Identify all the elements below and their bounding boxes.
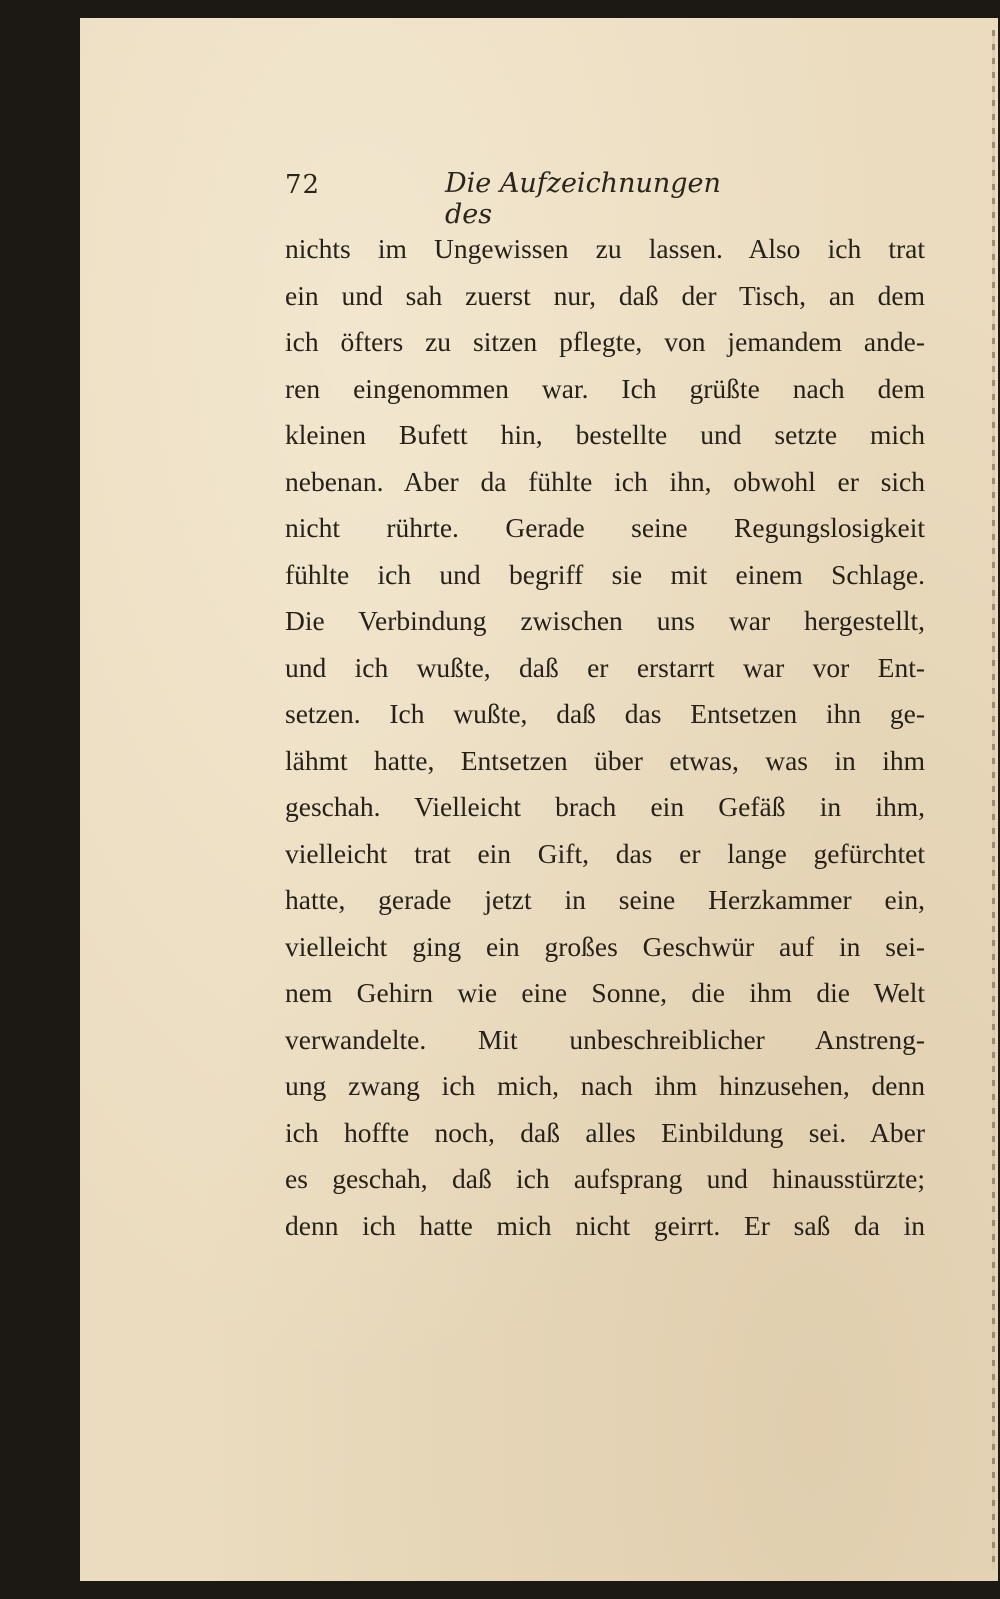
text-line: Die Verbindung zwischen uns war hergestellt,	[285, 605, 925, 636]
text-line: ren eingenommen war. Ich grüßte nach dem	[285, 372, 925, 404]
running-head: Die Aufzeichnungen des	[445, 168, 721, 230]
text-line: und ich wußte, daß er erstarrt war vor Ent-	[285, 651, 925, 683]
body-text	[285, 226, 925, 1249]
text-line: hatte, gerade jetzt in seine Herzkammer ein,	[285, 884, 925, 915]
text-line: ich hoffte noch, daß alles Einbildung sei. Aber	[285, 1116, 925, 1148]
page-number: 72	[285, 170, 321, 200]
text-line: nem Gehirn wie eine Sonne, die ihm die Welt	[285, 977, 925, 1008]
text-line: setzen. Ich wußte, daß das Entsetzen ihn ge-	[285, 698, 925, 729]
text-line: vielleicht ging ein großes Geschwür auf in sei-	[285, 930, 925, 962]
text-line: denn ich hatte mich nicht geirrt. Er saß da in	[285, 1209, 925, 1241]
text-line: kleinen Bufett hin, bestellte und setzte mich	[285, 419, 925, 450]
text-line: ich öfters zu sitzen pflegte, von jemandem ande-	[285, 326, 925, 357]
text-line: vielleicht trat ein Gift, das er lange gefürchtet	[285, 837, 925, 869]
page-header	[285, 162, 755, 230]
text-line: nebenan. Aber da fühlte ich ihn, obwohl er sich	[285, 465, 925, 497]
text-line: ung zwang ich mich, nach ihm hinzusehen, denn	[285, 1070, 925, 1101]
text-line: verwandelte. Mit unbeschreiblicher Anstreng-	[285, 1023, 925, 1055]
text-line: lähmt hatte, Entsetzen über etwas, was in ihm	[285, 744, 925, 776]
text-line: nichts im Ungewissen zu lassen. Also ich trat	[285, 233, 925, 264]
text-line: nicht rührte. Gerade seine Regungslosigkeit	[285, 512, 925, 543]
text-line: fühlte ich und begriff sie mit einem Schlage.	[285, 558, 925, 590]
text-line: geschah. Vielleicht brach ein Gefäß in ihm,	[285, 791, 925, 822]
page-edge	[992, 30, 995, 1570]
text-line: ein und sah zuerst nur, daß der Tisch, an dem	[285, 279, 925, 311]
text-line: es geschah, daß ich aufsprang und hinausstürzte;	[285, 1163, 925, 1194]
